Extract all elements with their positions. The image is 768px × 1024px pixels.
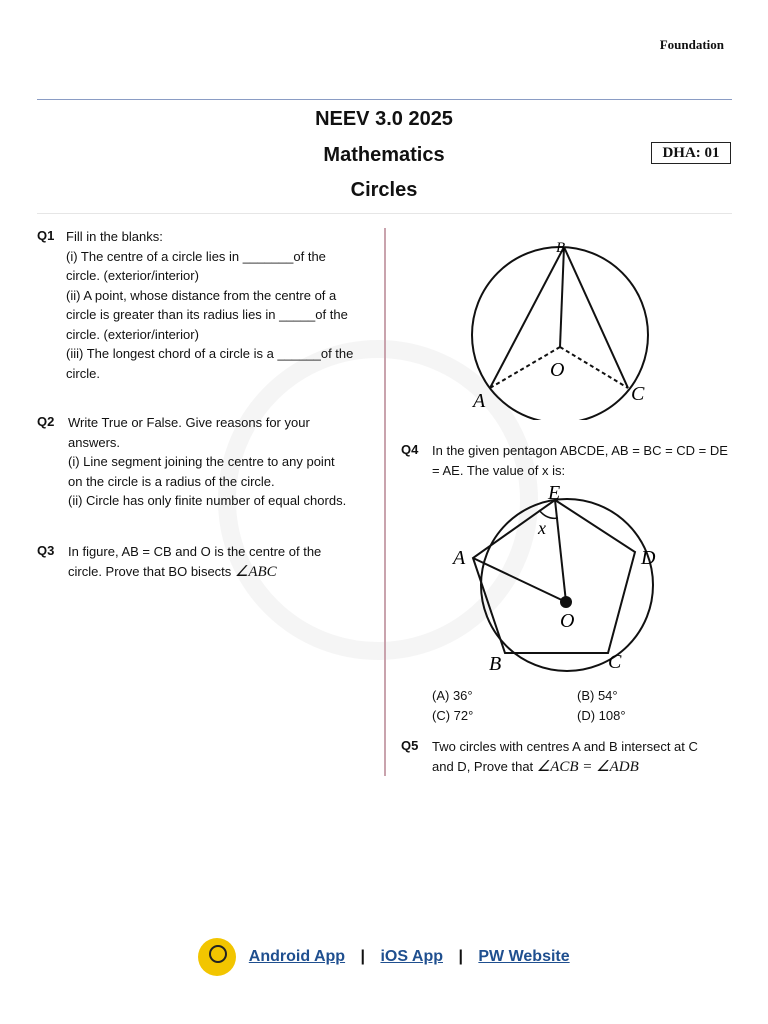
figure-circle-abc: [460, 230, 660, 420]
label-a: A: [473, 390, 486, 412]
q3-number: Q3: [37, 543, 55, 558]
q1-line: circle. (exterior/interior): [66, 326, 199, 342]
q3-math: ∠ABC: [234, 563, 277, 580]
q1-line: (iii) The longest chord of a circle is a ______of the: [66, 346, 354, 361]
label-b: B: [556, 240, 566, 256]
q1-text: [66, 227, 366, 383]
option-b: (B) 54°: [577, 688, 618, 703]
q2-line: (ii) Circle has only finite number of equal chords.: [68, 493, 347, 508]
label-d: D: [641, 547, 656, 569]
segment-bo: [560, 247, 564, 347]
q5-number: Q5: [401, 738, 419, 753]
header-bottom-rule: [37, 213, 732, 214]
q1-line: circle is greater than its radius lies in _____of the: [66, 307, 348, 322]
q5-line: and D, Prove that ∠ACB = ∠ADB: [432, 758, 639, 775]
label-c: C: [608, 651, 622, 673]
label-x: x: [538, 518, 546, 538]
column-divider: [384, 228, 386, 776]
segment-eo: [555, 500, 566, 602]
q1-line: circle. (exterior/interior): [66, 268, 199, 283]
subject-title: Mathematics: [323, 144, 445, 166]
exam-title: NEEV 3.0 2025: [315, 108, 453, 130]
ios-app-link[interactable]: iOS App: [380, 948, 443, 966]
q4-line: = AE. The value of x is:: [432, 462, 566, 478]
q4-number: Q4: [401, 442, 419, 457]
chapter-title: Circles: [350, 179, 418, 201]
figure-pentagon: [445, 480, 665, 680]
center-point: [560, 596, 572, 608]
q2-line: answers.: [68, 434, 121, 450]
q1-number: Q1: [37, 228, 55, 243]
q3-line: In figure, AB = CB and O is the centre of the: [68, 544, 322, 559]
q5-math: ∠ACB = ∠ADB: [536, 758, 639, 775]
label-c: C: [631, 383, 645, 405]
q1-line: (i) The centre of a circle lies in _______of the: [66, 248, 326, 264]
separator: |: [458, 948, 463, 966]
header-rule: [37, 99, 732, 100]
pentagon-outline: [473, 500, 635, 653]
option-d: (D) 108°: [577, 708, 626, 723]
q4-text: [432, 441, 732, 480]
q4-line: In the given pentagon ABCDE, AB = BC = CD = DE: [432, 443, 728, 458]
q5-text: [432, 737, 732, 777]
q3-text: [68, 542, 368, 582]
segment-ao: [473, 558, 566, 602]
q2-number: Q2: [37, 414, 55, 429]
q1-line: circle.: [66, 365, 100, 381]
footer-links: [0, 938, 768, 976]
brand-label: Foundation: [659, 37, 724, 52]
option-a: (A) 36°: [432, 688, 473, 703]
q2-line: Write True or False. Give reasons for your: [68, 415, 310, 430]
q2-text: [68, 413, 368, 511]
label-o: O: [560, 610, 575, 632]
q2-line: on the circle is a radius of the circle.: [68, 473, 275, 489]
separator: |: [360, 948, 366, 966]
android-app-link[interactable]: Android App: [248, 948, 346, 966]
label-e: E: [548, 482, 561, 504]
q1-line: (ii) A point, whose distance from the centre of a: [66, 287, 337, 303]
q2-line: (i) Line segment joining the centre to any point: [68, 454, 335, 469]
q1-line: Fill in the blanks:: [66, 229, 163, 244]
option-c: (C) 72°: [432, 708, 474, 723]
label-b: B: [489, 653, 502, 675]
label-a: A: [453, 547, 466, 569]
pw-website-link[interactable]: PW Website: [478, 948, 570, 966]
sheet-code: DHA: 01: [651, 142, 731, 164]
q5-line: Two circles with centres A and B intersect at C: [432, 739, 698, 754]
customer-service-icon: [198, 938, 236, 976]
label-o: O: [550, 359, 565, 381]
q3-line: circle. Prove that BO bisects ∠ABC: [68, 563, 277, 580]
